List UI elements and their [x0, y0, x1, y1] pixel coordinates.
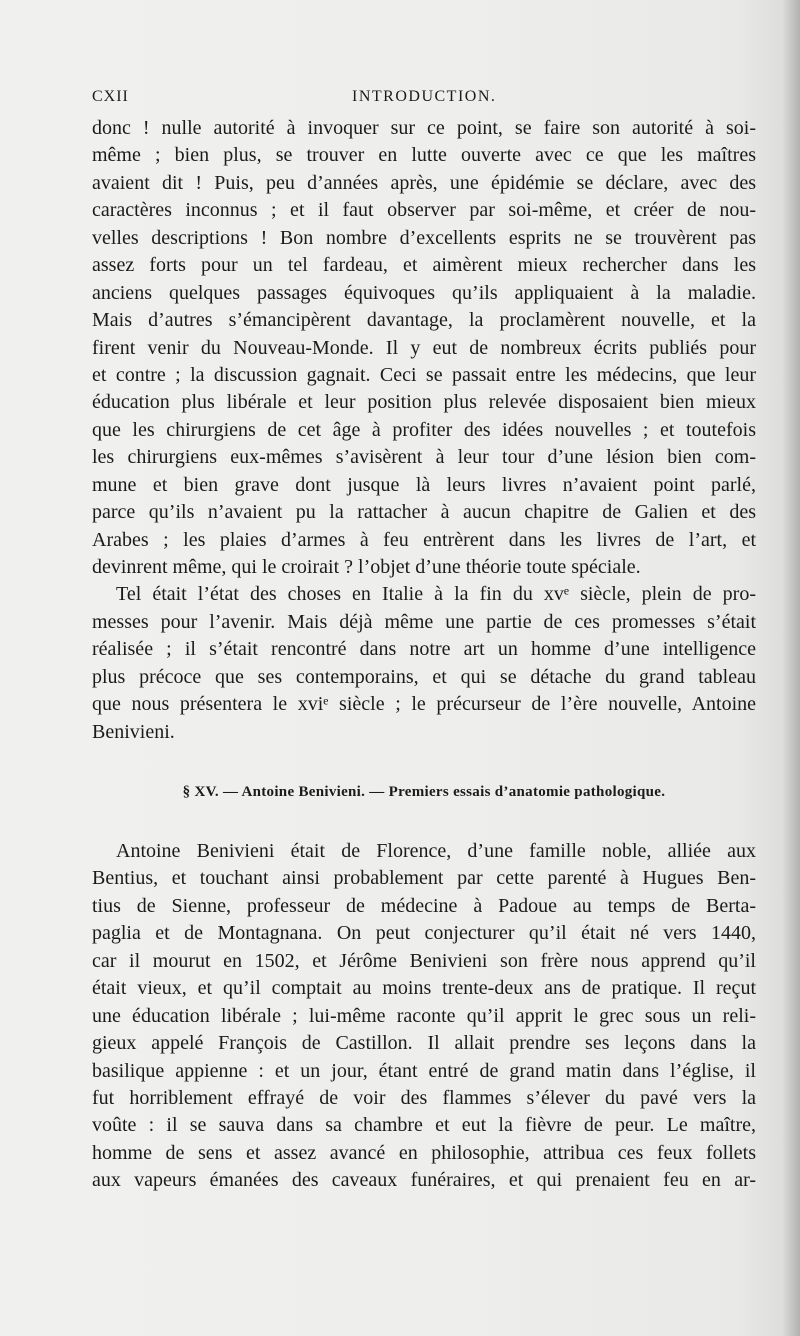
text-line: Bentius, et touchant ainsi probablement par cette parenté à Hugues Ben- — [92, 867, 756, 890]
text-line: fut horriblement effrayé de voir des flammes s’élever du pavé vers la — [92, 1086, 756, 1109]
text-line: était vieux, et qu’il comptait au moins trente-deux ans de pratique. Il reçut — [92, 977, 756, 1000]
text-line: gieux appelé François de Castillon. Il allait prendre ses leçons dans la — [92, 1032, 756, 1055]
section-text — [92, 838, 756, 1195]
text-line: firent venir du Nouveau-Monde. Il y eut de nombreux écrits publiés pour — [92, 336, 756, 359]
text-line: Benivieni. — [92, 720, 175, 743]
text-line: messes pour l’avenir. Mais déjà même une partie de ces promesses s’était — [92, 610, 756, 633]
text-line: parce qu’ils n’avaient pu la rattacher à aucun chapitre de Galien et des — [92, 501, 756, 524]
text-line: une éducation libérale ; lui-même raconte qu’il apprit le grec sous un reli- — [92, 1004, 756, 1027]
section-heading: § XV. — Antoine Benivieni. — Premiers essais d’anatomie pathologique. — [182, 784, 666, 800]
text-line: Antoine Benivieni était de Florence, d’une famille noble, alliée aux — [116, 840, 756, 862]
text-line: paglia et de Montagnana. On peut conjecturer qu’il était né vers 1440, — [92, 922, 756, 945]
main-text — [92, 115, 756, 746]
text-line: basilique appienne : et un jour, étant entré de grand matin dans l’église, il — [92, 1059, 756, 1082]
text-line: car il mourut en 1502, et Jérôme Benivieni son frère nous apprend qu’il — [92, 949, 756, 972]
text-line: assez forts pour un tel fardeau, et aimèrent mieux rechercher dans les — [92, 254, 756, 277]
text-line: éducation plus libérale et leur position plus relevée disposaient bien mieux — [92, 391, 756, 414]
text-line: voûte : il se sauva dans sa chambre et eut la fièvre de peur. Le maître, — [92, 1114, 756, 1137]
text-line: velles descriptions ! Bon nombre d’excellents esprits ne se trouvèrent pas — [92, 226, 756, 249]
text-line: et contre ; la discussion gagnait. Ceci se passait entre les médecins, que leur — [92, 363, 756, 386]
text-line: Tel était l’état des choses en Italie à la fin du xvᵉ siècle, plein de pro- — [116, 583, 756, 606]
text-line: les chirurgiens eux-mêmes s’avisèrent à leur tour d’une lésion bien com- — [92, 446, 756, 469]
text-line: plus précoce que ses contemporains, et qui se détache du grand tableau — [92, 665, 756, 688]
text-line: donc ! nulle autorité à invoquer sur ce point, se faire son autorité à soi- — [92, 117, 756, 139]
text-line: mune et bien grave dont jusque là leurs livres n’avaient point parlé, — [92, 473, 756, 496]
page-number: CXII — [92, 88, 129, 105]
text-line: tius de Sienne, professeur de médecine à Padoue au temps de Berta- — [92, 894, 756, 917]
text-line: devinrent même, qui le croirait ? l’objet d’une théorie toute spéciale. — [92, 556, 641, 578]
spine-shadow — [782, 0, 800, 1336]
text-line: que les chirurgiens de cet âge à profiter des idées nouvelles ; et toutefois — [92, 418, 756, 441]
text-line: caractères inconnus ; et il faut observer par soi-même, et créer de nou- — [92, 199, 756, 222]
text-line: Arabes ; les plaies d’armes à feu entrèrent dans les livres de l’art, et — [92, 528, 756, 551]
text-line: anciens quelques passages équivoques qu’ils appliquaient à la maladie. — [92, 281, 756, 304]
text-line: homme de sens et assez avancé en philosophie, attribua ces feux follets — [92, 1141, 756, 1164]
text-line: que nous présentera le xviᵉ siècle ; le précurseur de l’ère nouvelle, Antoine — [92, 693, 756, 716]
running-head — [92, 88, 756, 110]
text-line: même ; bien plus, se trouver en lutte ouverte avec ce que les maîtres — [92, 144, 756, 167]
text-line: aux vapeurs émanées des caveaux funéraires, et qui prenaient feu en ar- — [92, 1169, 756, 1192]
running-title: INTRODUCTION. — [352, 88, 497, 105]
text-line: réalisée ; il s’était rencontré dans notre art un homme d’une intelligence — [92, 638, 756, 661]
text-line: Mais d’autres s’émancipèrent davantage, la proclamèrent nouvelle, et la — [92, 309, 756, 332]
text-line: avaient dit ! Puis, peu d’années après, une épidémie se déclare, avec des — [92, 171, 756, 194]
